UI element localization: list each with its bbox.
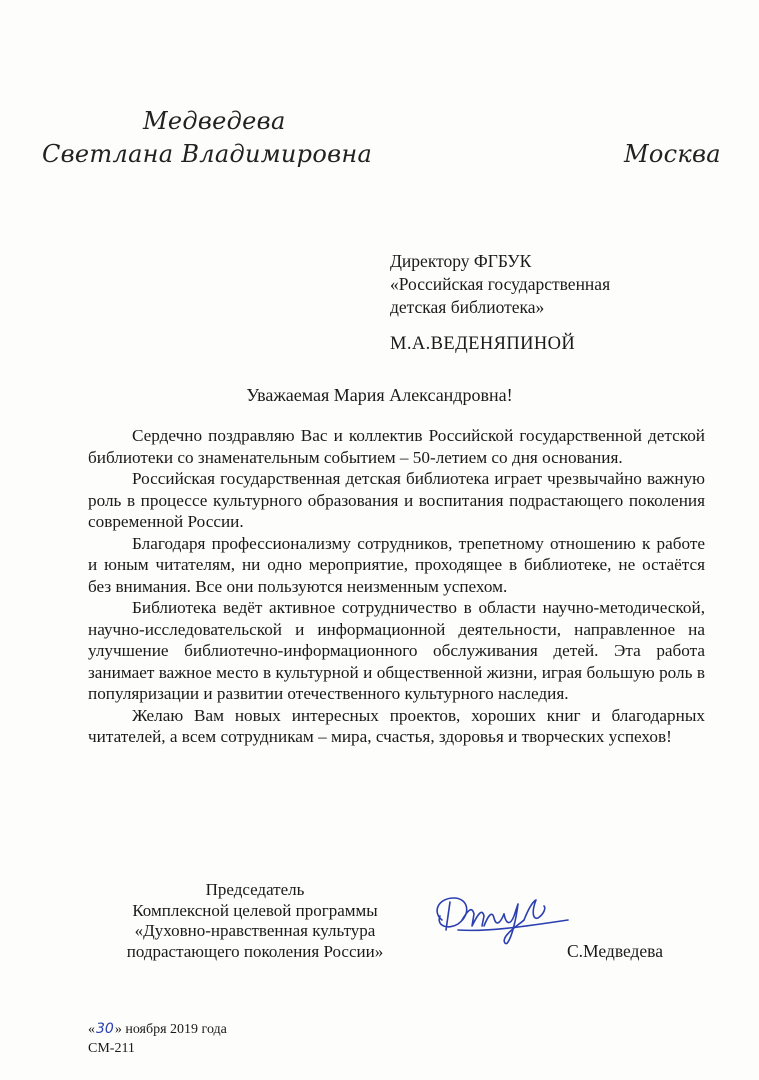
letter-body [88,425,705,748]
addressee-name: М.А.ВЕДЕНЯПИНОЙ [390,334,576,354]
body-paragraph: Российская государственная детская библиотека играет чрезвычайно важную роль в процессе культурного образования и воспитания подрастающего поколения современной России. [88,469,705,531]
handwritten-signature [428,880,578,950]
signatory-title [100,880,410,962]
letter-footer [88,1020,227,1058]
addressee-position: Директору ФГБУК [390,251,532,271]
letterhead-city: Москва [624,140,721,168]
body-paragraph: Библиотека ведёт активное сотрудничество в области научно-методической, научно-исследовательской и информационной деятельности, направленное на улучшение библиотечно-информационного обслуживания детей. Эта работа занимает важное место в культурной и общественной жизни, играя большую роль в популяризации и развитии отечественного культурного наследия. [88,598,705,703]
date-rest: » ноября 2019 года [114,1022,227,1037]
outgoing-number: СМ-211 [88,1041,135,1056]
addressee-block [390,250,610,356]
salutation: Уважаемая Мария Александровна! [246,385,513,405]
addressee-organization-line1: «Российская государственная [390,274,611,294]
signer-name: С.Медведева [567,941,663,961]
date-open-quote: « [88,1022,95,1037]
letterhead-given-names: Светлана Владимировна [42,140,373,168]
letterhead-surname: Медведева [143,107,286,135]
body-paragraph: Желаю Вам новых интересных проектов, хороших книг и благодарных читателей, а всем сотрудникам – мира, счастья, здоровья и творческих успехов! [88,705,705,746]
body-paragraph: Благодаря профессионализму сотрудников, трепетному отношению к работе и юным читателям, ни одно мероприятие, проходящее в библиотеке, не остаётся без внимания. Все они пользуются неизменным успехом. [88,533,705,596]
letter-date [88,1020,227,1039]
body-paragraph: Сердечно поздравляю Вас и коллектив Российской государственной детской библиотеки со знаменательным событием – 50-летием со дня основания. [88,426,705,467]
signatory-title-line: Комплексной целевой программы [132,900,378,920]
signatory-title-line: Председатель [205,880,305,899]
addressee-organization-line2: детская библиотека» [390,297,545,317]
date-day-handwritten: 30 [96,1021,114,1037]
signatory-title-line: подрастающего поколения России» [126,941,384,961]
signatory-title-line: «Духовно-нравственная культура [134,921,376,940]
